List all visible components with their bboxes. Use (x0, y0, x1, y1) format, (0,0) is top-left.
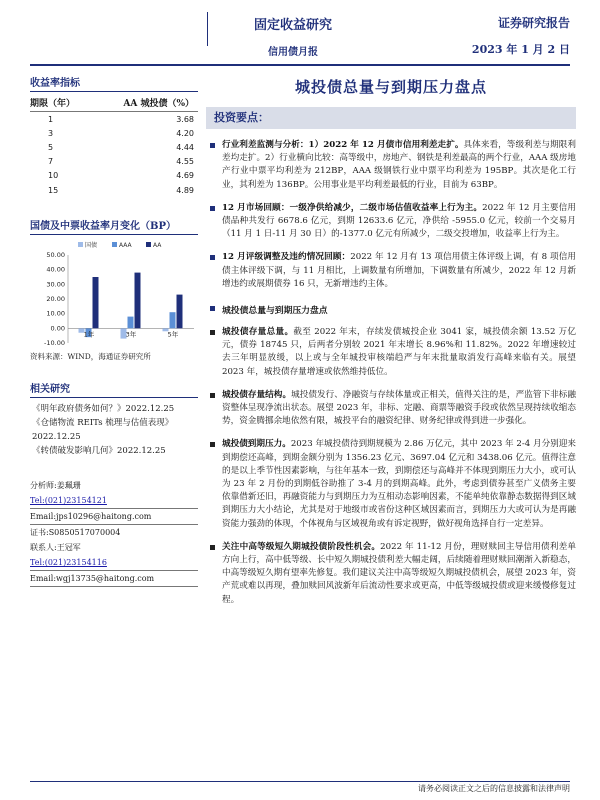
analyst-name: 分析师:姜珮珊 (30, 481, 81, 490)
sidebar (30, 74, 198, 458)
yield-header-term: 期限（年） (30, 94, 93, 112)
table-row (30, 169, 198, 183)
analyst-cert: 证书:S0850517070004 (30, 528, 121, 537)
header-divider (207, 12, 208, 46)
p6-head: 城投债到期压力。 (222, 439, 291, 450)
bar (170, 312, 176, 328)
yield-table (30, 94, 198, 197)
summary-p1 (206, 139, 576, 192)
header-right (472, 14, 570, 57)
bar (135, 273, 141, 329)
footer-disclaimer: 请务必阅读正文之后的信息披露和法律声明 (418, 784, 570, 793)
yield-rate: 4.89 (176, 185, 194, 195)
bar (128, 317, 134, 329)
p5-body: 城投债发行、净融资与存续体量或正相关，值得关注的是，严监管下非标融资整体呈现净流出状态。展望 2023 年，非标、定融、商票等融资手段或依然呈现持续收缩态势，资金腾挪余地依然有限，城投平台的融资纪律、财务纪律或得到进一步强化。 (222, 389, 576, 427)
p7-body: 2022 年 11-12 月份，理财赎回主导信用债利差单方向上行，高中低等级、长中短久期城投债利差大幅走阔，后续随着理财赎回潮渐入新稳态，中高等级短久期有望率先修复。我们建议关注中高等级短久期城投债机会，展望 2023 年，资产荒或难以再现，叠加赎回风波新年后流动性要求或更高，中低等级城投债或迎来缓慢修复过程。 (222, 541, 576, 605)
bullet-icon (210, 330, 215, 335)
legend-swatch (112, 242, 117, 247)
detail-p7 (206, 541, 576, 607)
yield-rate: 4.44 (176, 142, 194, 152)
y-tick-label: 30.00 (46, 280, 65, 289)
sub-heading (206, 303, 576, 316)
related-item[interactable]: 《仓储物流 REITs 梳理与估值表现》 (32, 418, 174, 429)
haitong-logo-icon (38, 4, 188, 56)
summary-p3 (206, 251, 576, 291)
bullet-icon (210, 545, 215, 550)
y-tick-label: 10.00 (46, 309, 65, 318)
table-row (30, 183, 198, 197)
related-item: 2022.12.25 (32, 432, 81, 443)
yield-term: 1 (48, 114, 54, 124)
p6-body: 2023 年城投债待到期规模为 2.86 万亿元，其中 2023 年 2-4 月分别迎来到期偿还高峰，到期金额分别为 1356.23 亿元、3697.04 亿元和 3438.06 亿元。值得注意的是以上季节性因素影响，与往年基本一致，到期偿还与高峰并不体现到期压力大小，或可认为 23 年 2 月份的到期低谷助推了 3-4 月的到期高峰。此外，考虑到债券甚至广义债务主要依靠借新还旧，再融资能力与到期压力为互相动态影响因素，不能单纯依靠静态数据得到区域到期压力大小结论，尤其是对于地级市或省份这种区域因素而言，到期压力大或可认为是再融资能力强劲的体现，个体视角与区域视角或有诉定视野，做好视角选择自行一定差异。 (222, 439, 576, 529)
legend-label: AA (153, 242, 162, 250)
page-title: 城投债总量与到期压力盘点 (294, 78, 487, 96)
p3-head: 12 月评级调整及违约情况回顾： (222, 252, 351, 263)
detail-p4 (206, 326, 576, 379)
p2-body: 2022 年 12 月主要信用债品种共发行 6678.6 亿元，到期 12633.6 亿元，净供给 -5955.0 亿元，较前一个交易月（11 月 1 日-11 月 30 日）的-1377.0 亿元有所减少，二级交投增加，收益率上行为主。 (222, 202, 576, 240)
footer-rule (30, 781, 570, 782)
yield-rate: 4.69 (176, 171, 194, 181)
p1-head: 行业利差监测与分析：1）2022 年 12 月债市信用利差走扩。 (222, 140, 464, 150)
p2-head: 12 月市场回顾：一级净供给减少，二级市场估值收益率上行为主。 (222, 202, 483, 213)
chart-title: 国债及中票收益率月变化（BP） (30, 217, 198, 235)
analyst-info (30, 478, 198, 587)
detail-p6 (206, 438, 576, 530)
summary-p2 (206, 202, 576, 242)
table-row (30, 112, 198, 127)
report-date: 2023 年 1 月 2 日 (471, 43, 570, 56)
bullet-icon (210, 306, 215, 311)
chart-source: 资料来源：WIND，海通证券研究所 (30, 352, 151, 362)
bullet-icon (210, 206, 215, 211)
bullet-icon (210, 393, 215, 398)
related-title: 相关研究 (30, 380, 198, 398)
p4-head: 城投债存量总量。 (222, 327, 294, 338)
bullet-icon (210, 255, 215, 260)
legend-label: AAA (119, 242, 132, 250)
x-tick-label: 1年 (83, 330, 95, 339)
x-tick-label: 5年 (167, 330, 179, 339)
yield-header-rate: AA 城投债（%） (93, 94, 198, 112)
yield-title: 收益率指标 (30, 74, 198, 92)
yield-term: 15 (48, 185, 59, 195)
bullet-icon (210, 143, 215, 148)
header-rule (30, 64, 570, 66)
section-title: 固定收益研究 (253, 18, 332, 33)
table-row (30, 126, 198, 140)
contact-tel[interactable]: Tel:(021)23154116 (30, 555, 198, 571)
p5-head: 城投债存量结构。 (222, 389, 292, 400)
bar (93, 277, 99, 328)
analyst-email[interactable]: Email:jps10296@haitong.com (30, 509, 198, 525)
contact-name: 联系人:王冠军 (30, 543, 81, 552)
contact-email[interactable]: Email:wgj13735@haitong.com (30, 571, 198, 587)
y-tick-label: 40.00 (46, 265, 65, 274)
p3-body: 2022 年 12 月有 13 项信用债主体评级上调，有 8 项信用债主体评级下调，与 11 月相比，上调数量有所增加，下调数量有所减少，2022 年 12 月新增违约或展期债券 16 只，无新增违约主体。 (222, 252, 576, 289)
related-list (30, 402, 198, 458)
yield-rate: 4.55 (176, 157, 194, 167)
bullet-icon (210, 442, 215, 447)
yield-term: 3 (48, 128, 54, 138)
report-type: 证券研究报告 (497, 16, 570, 30)
table-row (30, 155, 198, 169)
detail-p5 (206, 389, 576, 429)
summary-bar: 投资要点： (206, 107, 576, 129)
y-tick-label: 0.00 (50, 324, 65, 333)
x-tick-label: 3年 (125, 330, 137, 339)
y-tick-label: 50.00 (46, 251, 65, 260)
legend-label: 国债 (85, 242, 98, 250)
table-row (30, 140, 198, 154)
p4-body: 截至 2022 年末，存续发债城投企业 3041 家，城投债余额 13.52 万亿元，债券 18745 只，后两者分别较 2021 年末增长 8.96%和 11.82%。2022 年增速较过去三年明显放缓，以上或与全年城投审核端趋严与年末批量取消发行高峰来临有关。展望 2023 年，城投债存量增速或依然维持低位。 (222, 327, 576, 377)
y-tick-label: 20.00 (46, 295, 65, 304)
analyst-tel[interactable]: Tel:(021)23154121 (30, 493, 198, 509)
header-center (208, 14, 378, 58)
yield-change-chart (30, 239, 198, 351)
bar (177, 295, 183, 329)
yield-term: 5 (48, 142, 54, 152)
y-tick-label: -10.00 (44, 339, 65, 348)
yield-rate: 3.68 (176, 114, 194, 124)
yield-rate: 4.20 (176, 128, 194, 138)
sub-heading-text: 城投债总量与到期压力盘点 (222, 306, 328, 317)
main-content (206, 70, 576, 607)
related-item[interactable]: 《明年政府债务如何？》2022.12.25 (32, 404, 175, 415)
yield-change-chart-svg (30, 239, 198, 351)
p1-body: 具体来看，等级利差与期限利差均走扩。2）行业横向比较：高等级中，房地产、钢铁是利差最高的两个行业，AAA 级房地产行业中票平均利差为 212BP，AAA 级钢铁行业中票平均利差为 195BP。其次是化工行业，其利差为 136BP。公用事业是平均利差最低的行业，目前为 63BP。 (222, 140, 576, 190)
legend-swatch (78, 242, 83, 247)
yield-term: 10 (48, 171, 59, 181)
yield-header-row (30, 94, 198, 112)
p7-head: 关注中高等级短久期城投债阶段性机会。 (222, 541, 381, 552)
legend-swatch (146, 242, 151, 247)
related-item[interactable]: 《转债破发影响几何》2022.12.25 (32, 446, 166, 457)
yield-term: 7 (48, 157, 54, 167)
subsection-title: 信用债月报 (268, 47, 318, 58)
